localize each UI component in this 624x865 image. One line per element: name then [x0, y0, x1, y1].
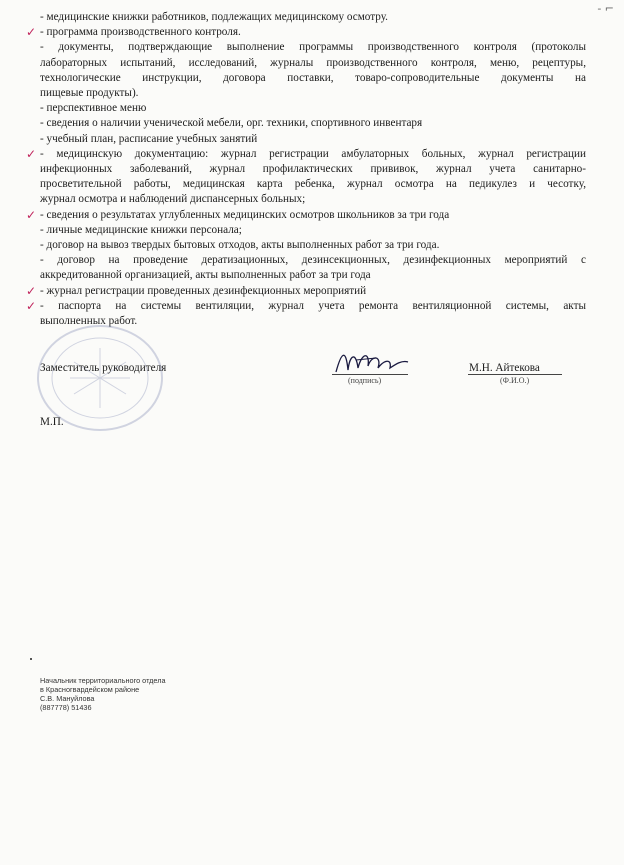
checkmark-icon: ✓	[26, 146, 37, 161]
document-line	[40, 86, 586, 101]
line-text: - программа производственного контроля.	[40, 26, 241, 39]
line-text: технологические инструкции, договора поставки, товаро-сопроводительные документы на	[40, 71, 586, 84]
line-text: просветительной работы, медицинская карта ребенка, журнал осмотра на педикулез и чесотку,	[40, 178, 586, 191]
corner-mark: - ⌐	[597, 2, 614, 15]
footnote-line: Начальник территориального отдела	[40, 676, 166, 685]
document-line	[40, 101, 586, 116]
checkmark-icon: ✓	[26, 207, 37, 222]
document-line	[40, 116, 586, 131]
line-text: - договор на вывоз твердых бытовых отходов, акты выполненных работ за три года.	[40, 239, 440, 252]
signature-row	[40, 362, 586, 402]
document-line	[40, 192, 586, 207]
line-text: - медицинскую документацию: журнал регистрации амбулаторных больных, журнал регистрации	[40, 147, 586, 160]
document-line	[26, 146, 586, 162]
document-body	[26, 10, 586, 329]
signatory-name: М.Н. Айтекова	[469, 362, 540, 374]
document-line	[40, 223, 586, 238]
handwritten-signature	[332, 346, 412, 376]
line-text: лабораторных испытаний, исследований, журналы производственного контроля, меню, рецептуры,	[40, 56, 586, 69]
name-caption: (Ф.И.О.)	[500, 376, 530, 385]
line-text: - сведения о наличии ученической мебели, орг. техники, спортивного инвентаря	[40, 117, 423, 130]
line-text: - паспорта на системы вентиляции, журнал учета ремонта вентиляционной системы, акты	[40, 299, 586, 312]
footnote-line: (887778) 51436	[40, 703, 92, 712]
footnote	[40, 676, 166, 712]
document-line	[26, 298, 586, 314]
document-line	[40, 177, 586, 192]
line-text: - журнал регистрации проведенных дезинфекционных мероприятий	[40, 284, 367, 297]
scan-speck	[30, 658, 32, 660]
document-line	[26, 25, 586, 40]
name-line	[468, 374, 562, 375]
checkmark-icon: ✓	[26, 283, 37, 298]
line-text: - личные медицинские книжки персонала;	[40, 223, 242, 236]
line-text: аккредитованной организацией, акты выполненных работ за три года	[40, 269, 371, 282]
document-line	[26, 283, 586, 299]
line-text: инфекционных заболеваний, журнал профилактических прививок, журнал учета санитарно-	[40, 163, 586, 176]
document-line	[40, 268, 586, 283]
line-text: - договор на проведение дератизационных, дезинсекционных, дезинфекционных мероприятий с	[40, 254, 586, 267]
line-text: выполненных работ.	[40, 315, 138, 328]
document-line	[40, 10, 586, 25]
checkmark-icon: ✓	[26, 25, 37, 40]
footnote-line: в Красногвардейском районе	[40, 685, 140, 694]
line-text: журнал осмотра и наблюдений диспансерных больных;	[40, 193, 306, 206]
document-line	[40, 238, 586, 253]
line-text: - медицинские книжки работников, подлежащих медицинскому осмотру.	[40, 11, 388, 23]
signature-caption: (подпись)	[348, 376, 382, 385]
document-line	[40, 71, 586, 86]
signature-line	[332, 374, 408, 375]
document-line	[40, 162, 586, 177]
document-line	[40, 56, 586, 71]
footnote-line: С.В. Мануйлова	[40, 694, 95, 703]
checkmark-icon: ✓	[26, 298, 37, 313]
document-line	[40, 253, 586, 268]
line-text: - перспективное меню	[40, 102, 147, 115]
document-line	[40, 40, 586, 55]
line-text: - учебный план, расписание учебных занятий	[40, 132, 258, 145]
line-text: пищевые продукты).	[40, 87, 139, 100]
line-text: - сведения о результатах углубленных медицинских осмотров школьников за три года	[40, 208, 450, 221]
stamp-place-label: М.П.	[40, 416, 64, 428]
document-line	[40, 132, 586, 147]
signatory-title: Заместитель руководителя	[40, 362, 167, 374]
line-text: - документы, подтверждающие выполнение программы производственного контроля (протоколы	[40, 41, 586, 54]
document-line	[26, 207, 586, 223]
